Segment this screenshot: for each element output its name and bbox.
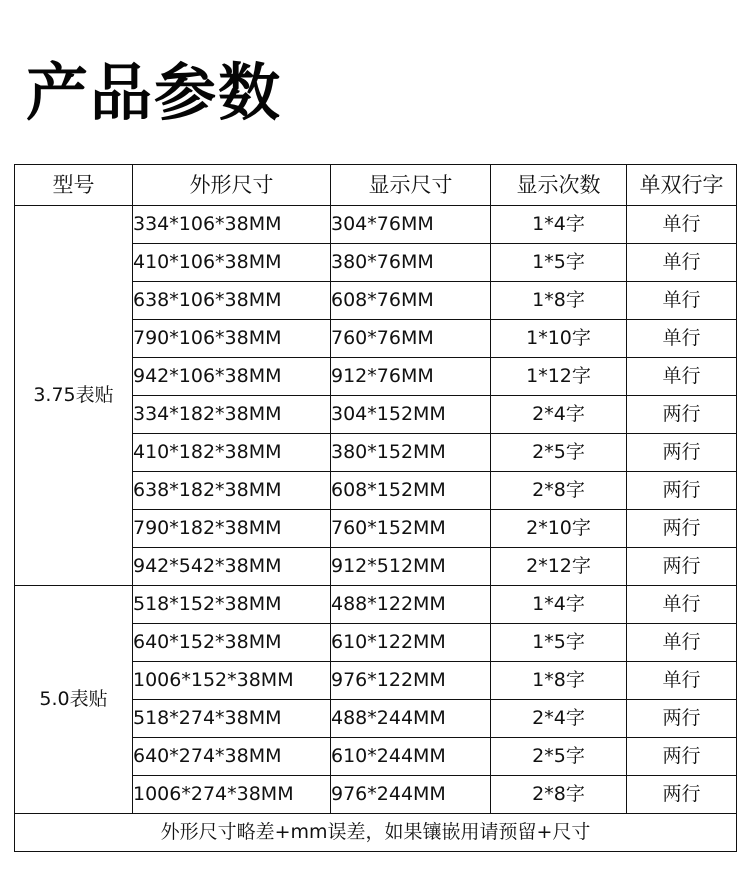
display-size-cell: 488*244MM (331, 700, 491, 738)
display-count-cell: 1*8字 (491, 662, 627, 700)
outer-size-cell: 518*274*38MM (133, 700, 331, 738)
outer-size-cell: 334*106*38MM (133, 206, 331, 244)
outer-size-cell: 1006*152*38MM (133, 662, 331, 700)
line-mode-cell: 单行 (627, 320, 737, 358)
line-mode-cell: 单行 (627, 206, 737, 244)
outer-size-cell: 410*182*38MM (133, 434, 331, 472)
outer-size-cell: 334*182*38MM (133, 396, 331, 434)
page-title: 产品参数 (26, 56, 283, 129)
display-size-cell: 912*512MM (331, 548, 491, 586)
model-cell-group-1: 3.75表贴 (15, 206, 133, 586)
display-size-cell: 608*152MM (331, 472, 491, 510)
display-size-cell: 488*122MM (331, 586, 491, 624)
display-count-cell: 2*5字 (491, 434, 627, 472)
model-cell-group-2: 5.0表贴 (15, 586, 133, 814)
spec-table-body (15, 206, 737, 852)
column-header-model: 型号 (15, 165, 133, 206)
line-mode-cell: 两行 (627, 396, 737, 434)
display-size-cell: 610*244MM (331, 738, 491, 776)
outer-size-cell: 640*152*38MM (133, 624, 331, 662)
display-size-cell: 608*76MM (331, 282, 491, 320)
display-count-cell: 2*8字 (491, 776, 627, 814)
line-mode-cell: 单行 (627, 358, 737, 396)
spec-table-container (14, 164, 736, 852)
line-mode-cell: 两行 (627, 700, 737, 738)
line-mode-cell: 两行 (627, 510, 737, 548)
display-count-cell: 1*5字 (491, 244, 627, 282)
display-size-cell: 380*76MM (331, 244, 491, 282)
display-count-cell: 2*8字 (491, 472, 627, 510)
display-count-cell: 1*12字 (491, 358, 627, 396)
line-mode-cell: 单行 (627, 586, 737, 624)
display-size-cell: 760*76MM (331, 320, 491, 358)
line-mode-cell: 单行 (627, 624, 737, 662)
display-size-cell: 760*152MM (331, 510, 491, 548)
line-mode-cell: 单行 (627, 282, 737, 320)
display-count-cell: 2*5字 (491, 738, 627, 776)
display-count-cell: 1*4字 (491, 586, 627, 624)
line-mode-cell: 单行 (627, 244, 737, 282)
column-header-display-size: 显示尺寸 (331, 165, 491, 206)
outer-size-cell: 790*106*38MM (133, 320, 331, 358)
display-size-cell: 976*122MM (331, 662, 491, 700)
column-header-outer-size: 外形尺寸 (133, 165, 331, 206)
line-mode-cell: 两行 (627, 738, 737, 776)
display-count-cell: 2*4字 (491, 396, 627, 434)
size-tolerance-note: 外形尺寸略差+mm误差，如果镶嵌用请预留+尺寸 (15, 814, 737, 852)
outer-size-cell: 638*106*38MM (133, 282, 331, 320)
line-mode-cell: 两行 (627, 472, 737, 510)
column-header-line-mode: 单双行字 (627, 165, 737, 206)
table-row (15, 206, 737, 244)
outer-size-cell: 518*152*38MM (133, 586, 331, 624)
table-header-row (15, 165, 737, 206)
line-mode-cell: 两行 (627, 548, 737, 586)
outer-size-cell: 410*106*38MM (133, 244, 331, 282)
table-row (15, 586, 737, 624)
display-size-cell: 304*76MM (331, 206, 491, 244)
outer-size-cell: 942*542*38MM (133, 548, 331, 586)
line-mode-cell: 两行 (627, 776, 737, 814)
display-count-cell: 2*10字 (491, 510, 627, 548)
column-header-display-count: 显示次数 (491, 165, 627, 206)
display-count-cell: 2*12字 (491, 548, 627, 586)
display-size-cell: 976*244MM (331, 776, 491, 814)
display-count-cell: 1*8字 (491, 282, 627, 320)
display-count-cell: 1*5字 (491, 624, 627, 662)
outer-size-cell: 1006*274*38MM (133, 776, 331, 814)
display-size-cell: 912*76MM (331, 358, 491, 396)
spec-table (14, 164, 737, 852)
outer-size-cell: 638*182*38MM (133, 472, 331, 510)
outer-size-cell: 640*274*38MM (133, 738, 331, 776)
outer-size-cell: 790*182*38MM (133, 510, 331, 548)
line-mode-cell: 单行 (627, 662, 737, 700)
display-size-cell: 380*152MM (331, 434, 491, 472)
display-count-cell: 1*4字 (491, 206, 627, 244)
display-size-cell: 610*122MM (331, 624, 491, 662)
outer-size-cell: 942*106*38MM (133, 358, 331, 396)
display-count-cell: 1*10字 (491, 320, 627, 358)
line-mode-cell: 两行 (627, 434, 737, 472)
display-count-cell: 2*4字 (491, 700, 627, 738)
table-note-row (15, 814, 737, 852)
display-size-cell: 304*152MM (331, 396, 491, 434)
